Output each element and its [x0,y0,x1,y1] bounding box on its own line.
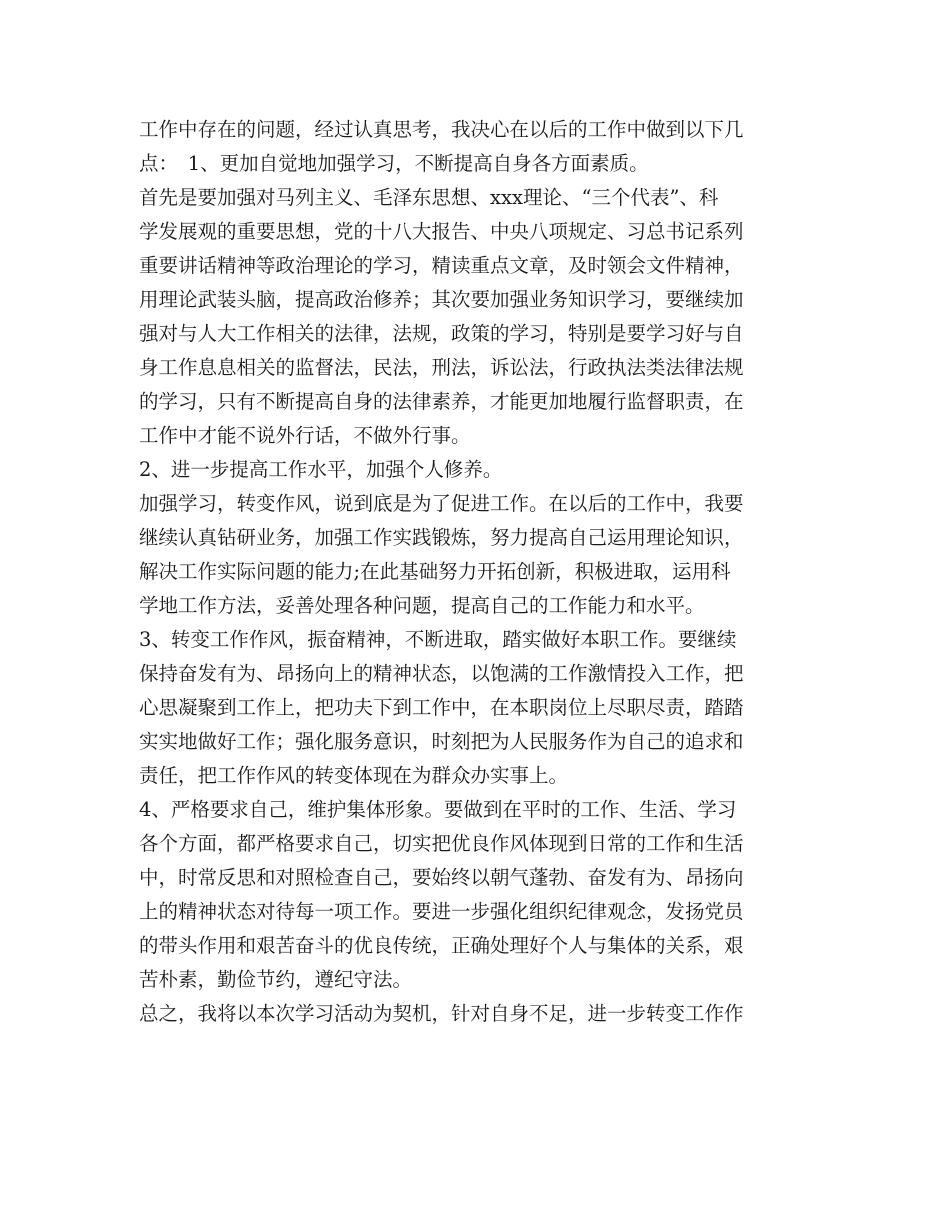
text-line: 身工作息息相关的监督法，民法，刑法，诉讼法，行政执法类法律法规 [139,356,744,379]
text-line: 重要讲话精神等政治理论的学习，精读重点文章，及时领会文件精神， [139,254,744,277]
text-line: 的带头作用和艰苦奋斗的优良传统，正确处理好个人与集体的关系，艰 [139,934,744,957]
text-line: 强对与人大工作相关的法律，法规，政策的学习，特别是要学习好与自 [139,322,744,345]
text-line: 各个方面，都严格要求自己，切实把优良作风体现到日常的工作和生活 [139,832,744,855]
text-line: 责任，把工作作风的转变体现在为群众办实事上。 [139,764,569,787]
text-line: 加强学习，转变作风，说到底是为了促进工作。在以后的工作中，我要 [139,492,744,515]
text-line: 上的精神状态对待每一项工作。要进一步强化组织纪律观念，发扬党员 [139,900,744,923]
text-line: 心思凝聚到工作上，把功夫下到工作中，在本职岗位上尽职尽责，踏踏 [139,696,744,719]
text-line: 首先是要加强对马列主义、毛泽东思想、xxx理论、“三个代表”、科 [139,186,719,209]
text-line: 4、严格要求自己，维护集体形象。要做到在平时的工作、生活、学习 [139,798,737,821]
text-line: 中，时常反思和对照检查自己，要始终以朝气蓬勃、奋发有为、昂扬向 [139,866,744,889]
text-line: 苦朴素，勤俭节约，遵纪守法。 [139,968,413,991]
text-line: 3、转变工作作风，振奋精神，不断进取，踏实做好本职工作。要继续 [139,628,737,651]
text-line: 保持奋发有为、昂扬向上的精神状态，以饱满的工作激情投入工作，把 [139,662,744,685]
text-line: 总之，我将以本次学习活动为契机，针对自身不足，进一步转变工作作 [139,1002,744,1025]
text-line: 点： 1、更加自觉地加强学习，不断提高自身各方面素质。 [139,152,649,175]
text-line: 工作中存在的问题，经过认真思考，我决心在以后的工作中做到以下几 [139,118,744,141]
text-line: 用理论武装头脑，提高政治修养；其次要加强业务知识学习，要继续加 [139,288,744,311]
text-line: 学地工作方法，妥善处理各种问题，提高自己的工作能力和水平。 [139,594,705,617]
document-body [139,113,819,1031]
text-line: 的学习，只有不断提高自身的法律素养，才能更加地履行监督职责，在 [139,390,744,413]
text-line: 2、进一步提高工作水平，加强个人修养。 [139,458,503,481]
text-line: 解决工作实际问题的能力;在此基础努力开拓创新，积极进取，运用科 [139,560,731,583]
text-line: 实实地做好工作；强化服务意识，时刻把为人民服务作为自己的追求和 [139,730,744,753]
text-line: 继续认真钻研业务，加强工作实践锻炼，努力提高自己运用理论知识， [139,526,744,549]
text-line: 学发展观的重要思想，党的十八大报告、中央八项规定、习总书记系列 [139,220,744,243]
text-line: 工作中才能不说外行话，不做外行事。 [139,424,471,447]
